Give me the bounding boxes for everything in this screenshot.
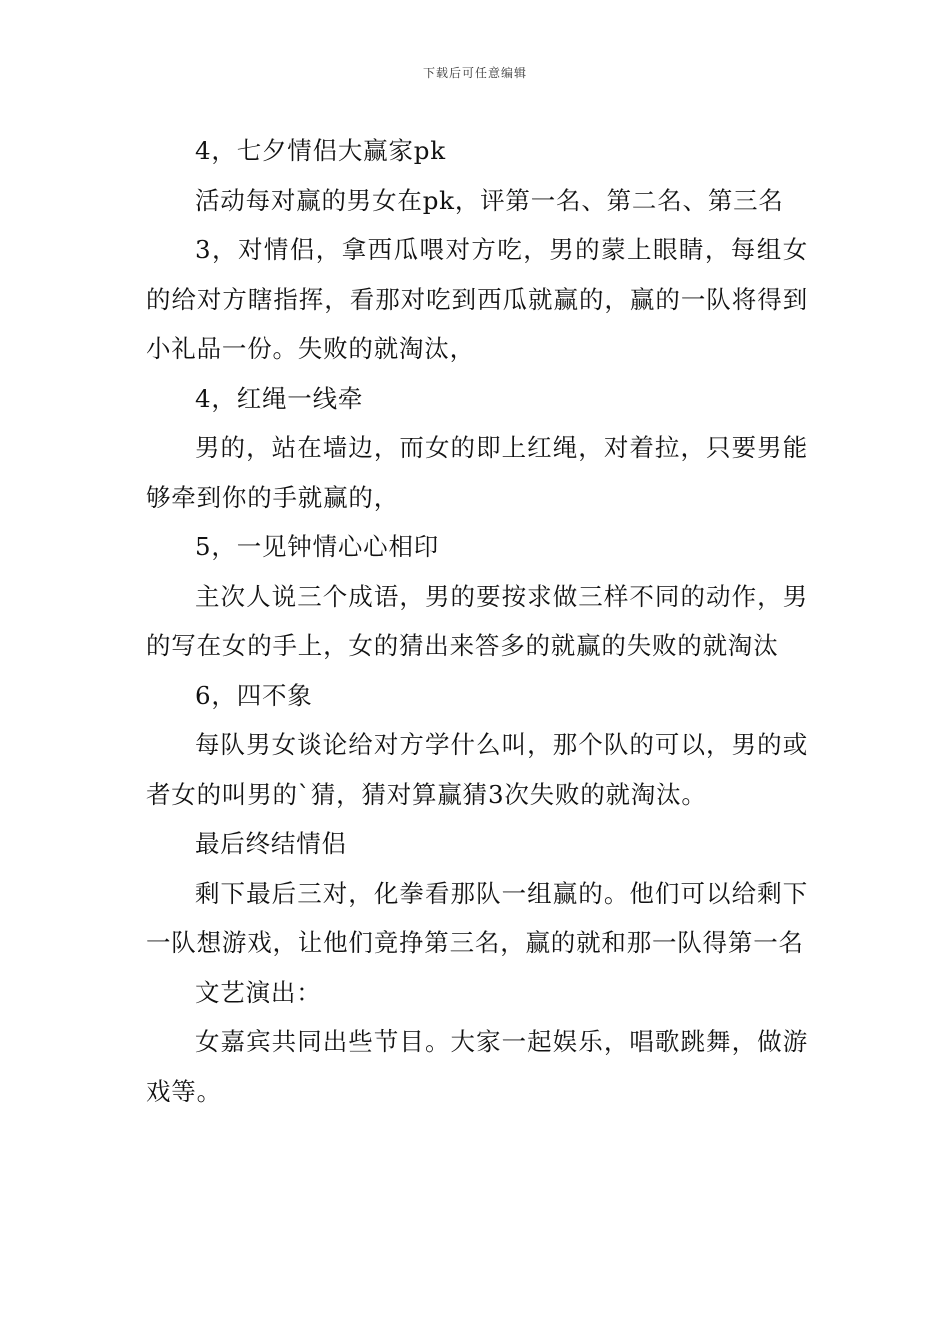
paragraph-four-unlike-title: 6，四不象 xyxy=(195,680,313,710)
page-header: 下载后可任意编辑 xyxy=(422,66,527,80)
paragraph-red-rope-desc: 男的，站在墙边，而女的即上红绳，对着拉，只要男能够牵到你的手就赢的， xyxy=(146,433,808,512)
paragraph-love-at-first-sight-title: 5，一见钟情心心相印 xyxy=(195,532,440,561)
paragraph-game-4-title: 4，七夕情侣大赢家pk xyxy=(195,136,446,165)
paragraph-performance-title: 文艺演出： xyxy=(195,977,322,1007)
paragraph-game-4-desc: 活动每对赢的男女在pk，评第一名、第二名、第三名 xyxy=(195,185,784,215)
paragraph-game-3-watermelon: 3，对情侣，拿西瓜喂对方吃，男的蒙上眼睛，每组女的给对方瞎指挥，看那对吃到西瓜就赢的，赢的一队将得到小礼品一份。失败的就淘汰， xyxy=(146,235,808,363)
paragraph-final-couples-title: 最后终结情侣 xyxy=(195,829,347,858)
paragraph-four-unlike-desc: 每队男女谈论给对方学什么叫，那个队的可以，男的或者女的叫男的`猜，猜对算赢猜3次失败的就淘汰。 xyxy=(146,730,808,809)
paragraph-red-rope-title: 4，红绳一线牵 xyxy=(195,383,364,413)
paragraph-performance-desc: 女嘉宾共同出些节目。大家一起娱乐，唱歌跳舞，做游戏等。 xyxy=(146,1027,808,1106)
paragraph-love-at-first-sight-desc: 主次人说三个成语，男的要按求做三样不同的动作，男的写在女的手上，女的猜出来答多的就赢的失败的就淘汰 xyxy=(146,581,808,660)
document-body xyxy=(146,126,808,1116)
paragraph-final-couples-desc: 剩下最后三对，化拳看那队一组赢的。他们可以给剩下一队想游戏，让他们竟挣第三名，赢的就和那一队得第一名 xyxy=(146,878,808,957)
